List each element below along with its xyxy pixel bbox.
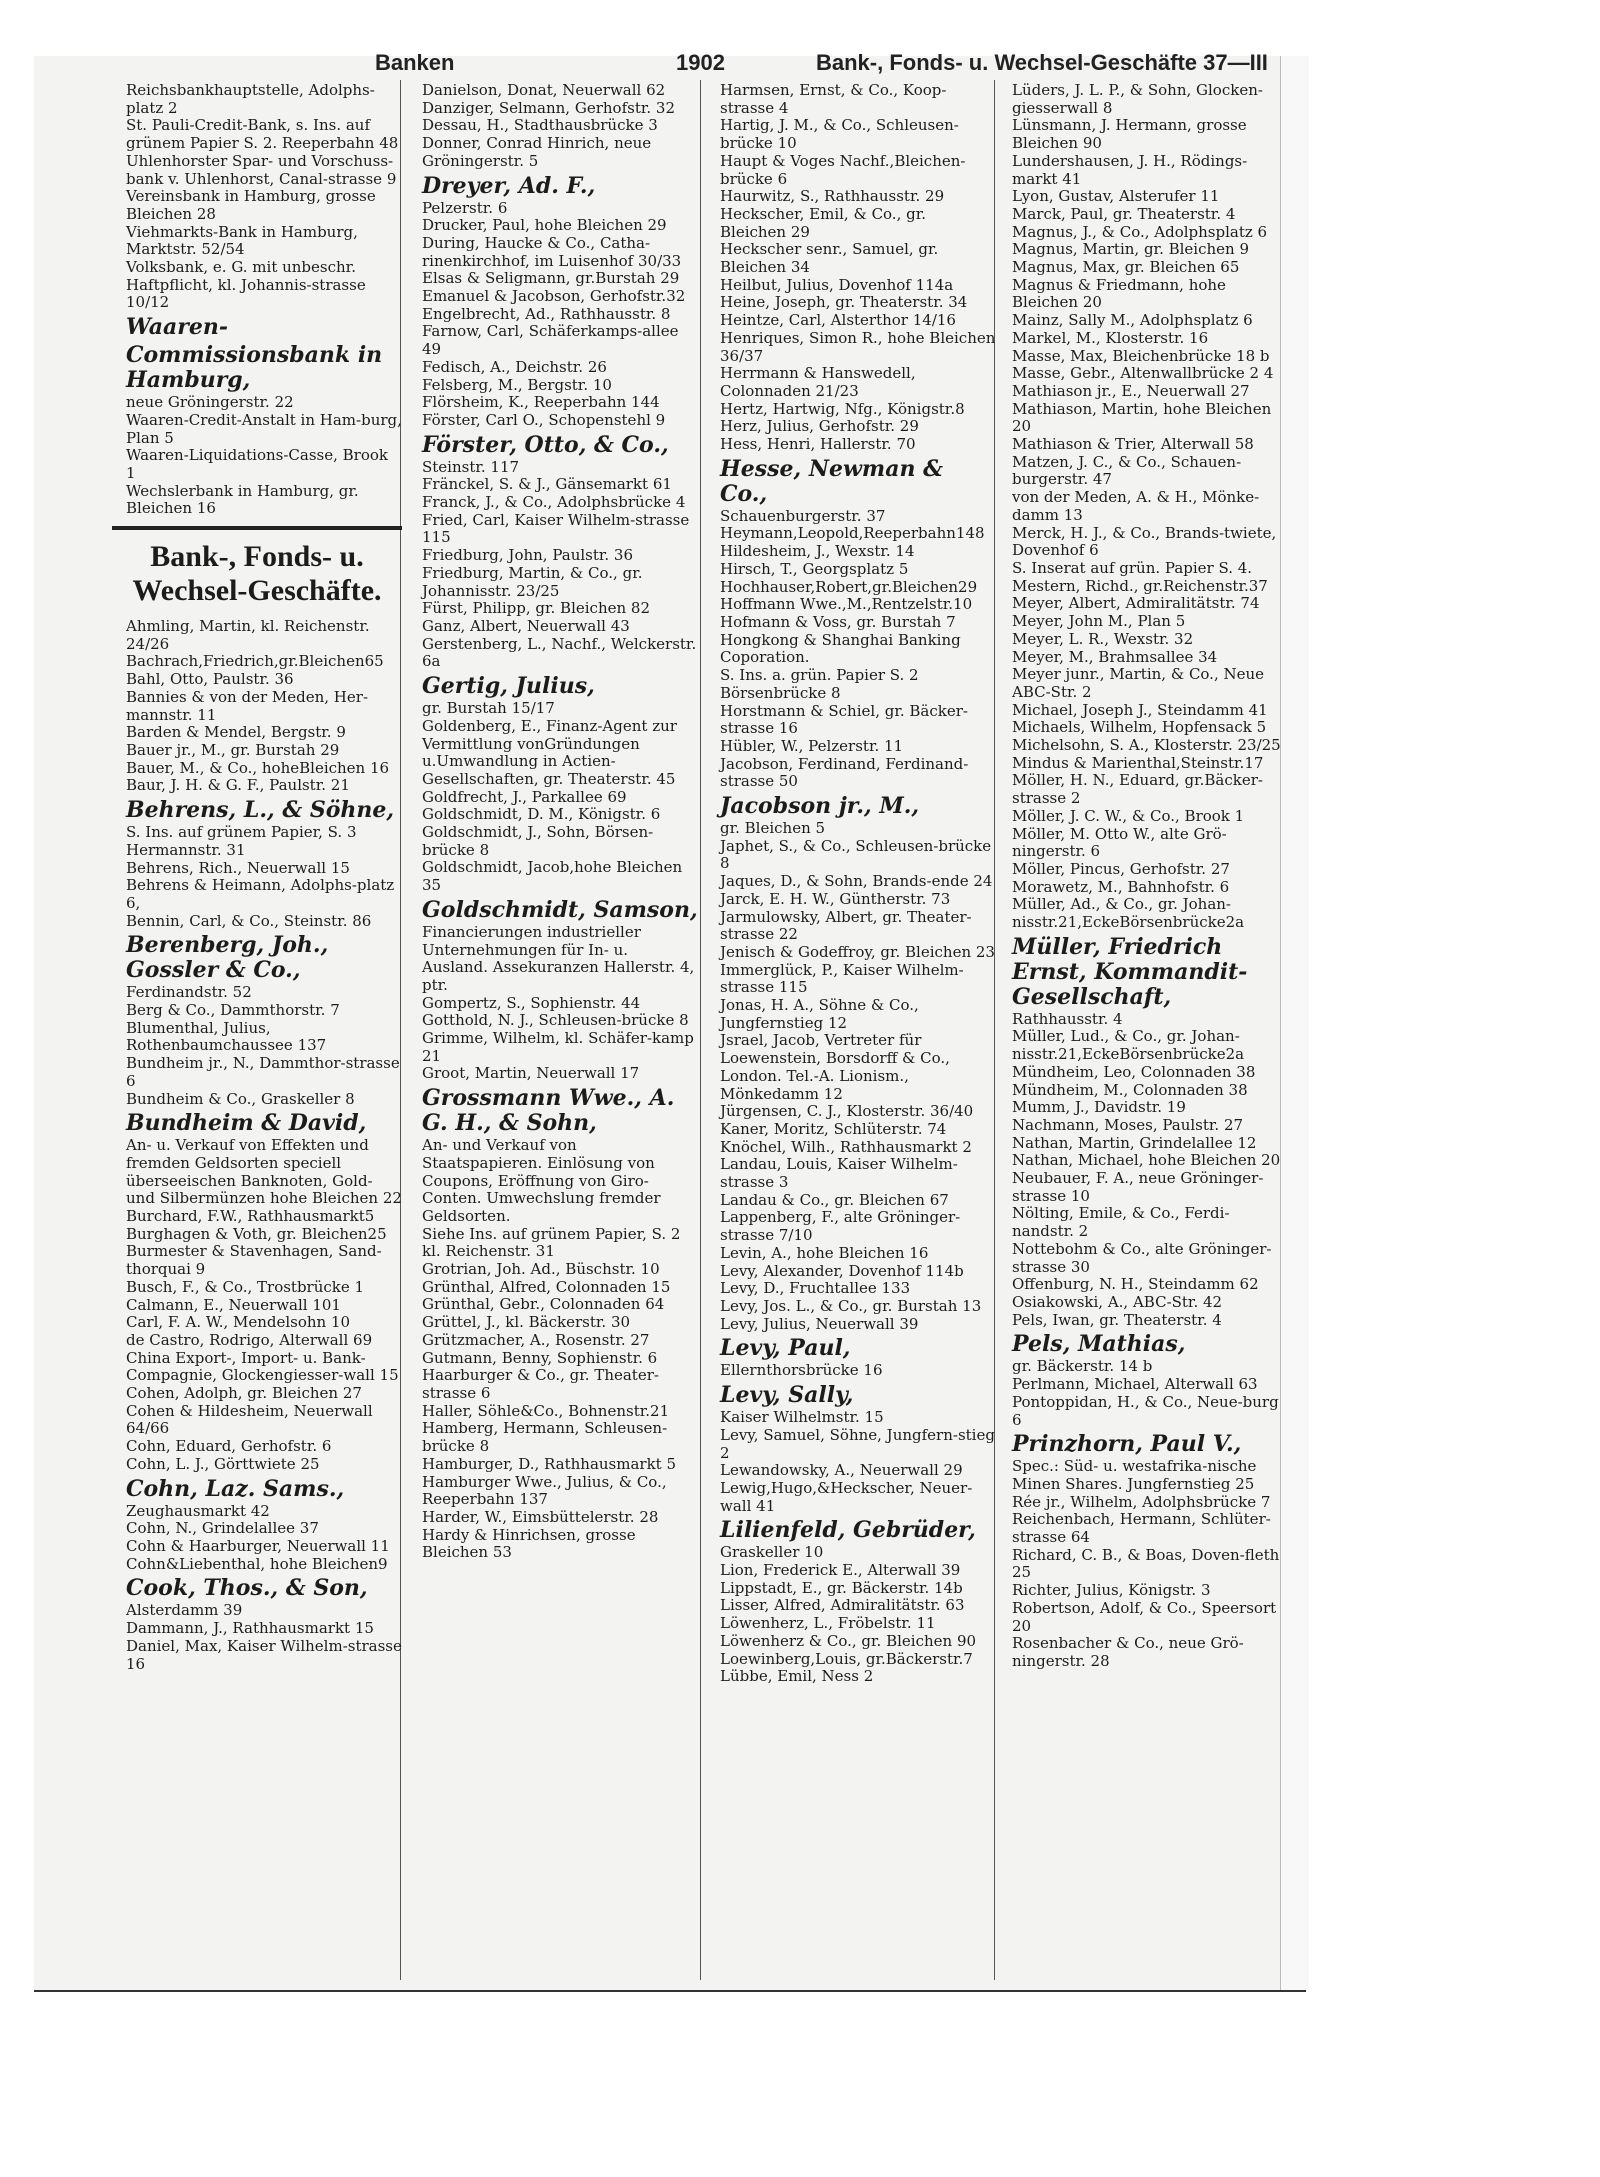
directory-entry: Hardy & Hinrichsen, grosse Bleichen 53: [422, 1525, 636, 1562]
directory-entry: Lundershausen, J. H., Rödings-markt 41: [1012, 151, 1248, 188]
directory-entry: Emanuel & Jacobson, Gerhofstr.32: [422, 287, 686, 306]
directory-entry: Hofmann & Voss, gr. Burstah 7: [720, 612, 956, 631]
directory-entry: Bauer, M., & Co., hoheBleichen 16: [126, 758, 390, 777]
directory-entry: Kaner, Moritz, Schlüterstr. 74: [720, 1119, 947, 1138]
directory-entry: Hochhauser,Robert,gr.Bleichen29: [720, 577, 978, 596]
directory-entry: Jonas, H. A., Söhne & Co., Jungfernstieg 12: [720, 996, 919, 1032]
directory-entry-highlighted: Levy, Paul,: [720, 1335, 851, 1362]
directory-entry-highlighted: Dreyer, Ad. F.,: [422, 172, 596, 199]
directory-entry: Löwenherz & Co., gr. Bleichen 90: [720, 1631, 977, 1650]
directory-entry: Nottebohm & Co., alte Gröninger-strasse 30: [1012, 1239, 1272, 1276]
directory-entry: Lyon, Gustav, Alsterufer 11: [1012, 187, 1220, 206]
directory-entry: Förster, Carl O., Schopenstehl 9: [422, 410, 666, 429]
directory-entry: Jacobson, Ferdinand, Ferdinand-strasse 50: [720, 754, 969, 791]
directory-entry: Levin, A., hohe Bleichen 16: [720, 1243, 929, 1262]
directory-entry: Jsrael, Jacob, Vertreter für Loewenstein, Borsdorff & Co., London. Tel.-A. Lionism., Mönkedamm 12: [720, 1031, 950, 1103]
directory-entry: Mestern, Richd., gr.Reichenstr.37: [1012, 576, 1268, 595]
directory-entry: Morawetz, M., Bahnhofstr. 6: [1012, 877, 1230, 896]
directory-entry-highlighted: Levy, Sally,: [720, 1382, 854, 1409]
directory-entry: Pelzerstr. 6: [422, 198, 508, 217]
directory-entry: Blumenthal, Julius, Rothenbaumchaussee 137: [126, 1018, 327, 1055]
directory-entry: Ganz, Albert, Neuerwall 43: [422, 616, 630, 635]
directory-entry-highlighted: Pels, Mathias,: [1012, 1331, 1186, 1358]
directory-entry: Meyer, L. R., Wexstr. 32: [1012, 629, 1194, 648]
directory-entry: Dammann, J., Rathhausmarkt 15: [126, 1619, 374, 1638]
directory-entry: Rathhausstr. 4: [1012, 1009, 1123, 1028]
directory-entry: Jarck, E. H. W., Güntherstr. 73: [720, 889, 951, 908]
directory-entry: Schauenburgerstr. 37: [720, 506, 886, 525]
directory-entry: Pontoppidan, H., & Co., Neue-burg 6: [1012, 1392, 1279, 1429]
directory-entry: Cohen, Adolph, gr. Bleichen 27: [126, 1384, 362, 1403]
directory-entry: Levy, Samuel, Söhne, Jungfern-stieg 2: [720, 1425, 995, 1462]
directory-entry-highlighted: Müller, Friedrich Ernst, Kommandit-Gesellschaft,: [1012, 933, 1248, 1010]
directory-entry: Hamburger Wwe., Julius, & Co., Reeperbahn 137: [422, 1472, 667, 1509]
directory-entry: Bundheim & Co., Graskeller 8: [126, 1089, 355, 1108]
directory-entry: Offenburg, N. H., Steindamm 62: [1012, 1275, 1259, 1294]
directory-entry: Magnus & Friedmann, hohe Bleichen 20: [1012, 275, 1226, 312]
directory-entry: Donner, Conrad Hinrich, neue Gröningerstr. 5: [422, 134, 652, 170]
directory-entry: Gompertz, S., Sophienstr. 44: [422, 993, 641, 1012]
column-3: [706, 82, 996, 1686]
directory-entry: Lübbe, Emil, Ness 2: [720, 1667, 874, 1686]
directory-entry: Goldfrecht, J., Parkallee 69: [422, 787, 627, 806]
directory-entry: S. Ins. auf grünem Papier, S. 3 Hermannstr. 31: [126, 823, 357, 859]
directory-entry: Levy, Alexander, Dovenhof 114b: [720, 1261, 964, 1280]
directory-entry: Volksbank, e. G. mit unbeschr. Haftpflicht, kl. Johannis-strasse 10/12: [126, 258, 366, 312]
directory-entry: Daniel, Max, Kaiser Wilhelm-strasse 16: [126, 1636, 402, 1673]
directory-entry: gr. Bäckerstr. 14 b: [1012, 1357, 1153, 1376]
directory-entry: Danziger, Selmann, Gerhofstr. 32: [422, 98, 675, 117]
directory-entry: Zeughausmarkt 42: [126, 1501, 270, 1520]
directory-entry: gr. Bleichen 5: [720, 819, 826, 838]
directory-entry: Mumm, J., Davidstr. 19: [1012, 1098, 1186, 1117]
directory-entry: Masse, Max, Bleichenbrücke 18 b: [1012, 346, 1270, 365]
directory-entry: Lünsmann, J. Hermann, grosse Bleichen 90: [1012, 116, 1247, 153]
directory-entry: Masse, Gebr., Altenwallbrücke 2 4: [1012, 364, 1274, 383]
directory-entry: Hartig, J. M., & Co., Schleusen-brücke 10: [720, 116, 959, 153]
directory-entry: Ferdinandstr. 52: [126, 983, 252, 1002]
directory-entry: Levy, Jos. L., & Co., gr. Burstah 13: [720, 1297, 982, 1315]
directory-entry: Steinstr. 117: [422, 457, 520, 476]
directory-entry: Baur, J. H. & G. F., Paulstr. 21: [126, 776, 350, 795]
directory-entry: Möller, J. C. W., & Co., Brook 1: [1012, 806, 1245, 825]
directory-entry: An- u. Verkauf von Effekten und fremden Geldsorten speciell überseeischen Banknoten, Gold- und Silbermünzen hohe Bleichen 22: [126, 1136, 402, 1208]
directory-entry: Möller, Pincus, Gerhofstr. 27: [1012, 859, 1230, 878]
directory-entry: Fried, Carl, Kaiser Wilhelm-strasse 115: [422, 510, 690, 547]
directory-entry: Mathiason & Trier, Alterwall 58: [1012, 435, 1254, 454]
directory-entry: Meyer, M., Brahmsallee 34: [1012, 647, 1218, 666]
directory-entry: Lippstadt, E., gr. Bäckerstr. 14b: [720, 1578, 963, 1597]
directory-entry: Danielson, Donat, Neuerwall 62: [422, 81, 666, 99]
directory-entry: Grüttel, J., kl. Bäckerstr. 30: [422, 1313, 631, 1332]
directory-entry: Mündheim, M., Colonnaden 38: [1012, 1080, 1248, 1099]
directory-entry: Jenisch & Godeffroy, gr. Bleichen 23: [720, 942, 995, 961]
directory-entry: Uhlenhorster Spar- und Vorschuss-bank v. Uhlenhorst, Canal-strasse 9: [126, 151, 397, 188]
directory-entry-highlighted: Commissionsbank in Hamburg,: [126, 342, 383, 394]
directory-entry: Michaels, Wilhelm, Hopfensack 5: [1012, 718, 1267, 737]
directory-entry: Harmsen, Ernst, & Co., Koop-strasse 4: [720, 81, 947, 117]
directory-entry: Felsberg, M., Bergstr. 10: [422, 375, 612, 394]
directory-entry: Meyer, John M., Plan 5: [1012, 612, 1186, 631]
directory-entry: Reichenbach, Hermann, Schlüter-strasse 64: [1012, 1510, 1271, 1547]
directory-entry: Mainz, Sally M., Adolphsplatz 6: [1012, 311, 1253, 330]
directory-entry: Haupt & Voges Nachf.,Bleichen-brücke 6: [720, 151, 966, 188]
directory-entry: Bachrach,Friedrich,gr.Bleichen65: [126, 652, 384, 671]
directory-entry: Osiakowski, A., ABC-Str. 42: [1012, 1293, 1223, 1311]
directory-entry: Lion, Frederick E., Alterwall 39: [720, 1561, 961, 1580]
directory-entry: Gutmann, Benny, Sophienstr. 6: [422, 1348, 658, 1367]
directory-entry-highlighted: Grossmann Wwe., A. G. H., & Sohn,: [422, 1085, 675, 1137]
directory-entry: neue Gröningerstr. 22: [126, 393, 294, 412]
directory-entry: Carl, F. A. W., Mendelsohn 10: [126, 1313, 351, 1332]
directory-entry: Meyer, Albert, Admiralitätstr. 74: [1012, 594, 1260, 613]
directory-entry: Graskeller 10: [720, 1543, 824, 1562]
directory-entry: Hamburger, D., Rathhausmarkt 5: [422, 1454, 677, 1473]
directory-entry: Knöchel, Wilh., Rathhausmarkt 2: [720, 1137, 972, 1156]
directory-entry: Behrens, Rich., Neuerwall 15: [126, 858, 350, 877]
directory-entry: Hertz, Hartwig, Nfg., Königstr.8: [720, 399, 965, 418]
header-left: Banken: [375, 50, 455, 75]
column-rule: [700, 80, 701, 1980]
directory-entry: Neubauer, F. A., neue Gröninger-strasse 10: [1012, 1169, 1264, 1205]
directory-entry: Richter, Julius, Königstr. 3: [1012, 1581, 1211, 1600]
directory-entry: Hildesheim, J., Wexstr. 14: [720, 542, 915, 561]
directory-entry: Müller, Ad., & Co., gr. Johan-nisstr.21,EckeBörsenbrücke2a: [1012, 895, 1245, 932]
directory-entry: Heine, Joseph, gr. Theaterstr. 34: [720, 293, 968, 312]
directory-entry: Bahl, Otto, Paulstr. 36: [126, 670, 294, 689]
directory-entry: Lüders, J. L. P., & Sohn, Glocken-giesserwall 8: [1012, 81, 1263, 117]
column-1: [112, 82, 402, 1673]
directory-entry: Landau, Louis, Kaiser Wilhelm-strasse 3: [720, 1155, 958, 1192]
directory-entry: S. Inserat auf grün. Papier S. 4.: [1012, 558, 1253, 577]
directory-entry: Harder, W., Eimsbüttelerstr. 28: [422, 1507, 659, 1526]
directory-entry: Alsterdamm 39: [126, 1601, 243, 1620]
directory-entry: Reichsbankhauptstelle, Adolphs-platz 2: [126, 81, 375, 117]
directory-entry: Bannies & von der Meden, Her-mannstr. 11: [126, 687, 369, 724]
running-header: [0, 50, 1600, 78]
directory-entry: Japhet, S., & Co., Schleusen-brücke 8: [720, 836, 992, 873]
directory-entry: An- und Verkauf von Staatspapieren. Einlösung von Coupons, Eröffnung von Giro-Conten. Umwechslung fremder Geldsorten.: [422, 1136, 661, 1225]
directory-entry: Burghagen & Voth, gr. Bleichen25: [126, 1224, 387, 1243]
directory-entry: Michelsohn, S. A., Klosterstr. 23/25: [1012, 736, 1281, 755]
directory-entry: Magnus, Martin, gr. Bleichen 9: [1012, 240, 1250, 259]
directory-entry: Elsas & Seligmann, gr.Burstah 29: [422, 269, 680, 288]
directory-entry: Cohn & Haarburger, Neuerwall 11: [126, 1537, 390, 1555]
directory-entry: Nachmann, Moses, Paulstr. 27: [1012, 1115, 1244, 1134]
directory-entry: Hirsch, T., Georgsplatz 5: [720, 559, 909, 578]
directory-entry: Landau & Co., gr. Bleichen 67: [720, 1190, 949, 1209]
header-right: Bank-, Fonds- u. Wechsel-Geschäfte 37—III: [816, 50, 1268, 75]
directory-entry: Pels, Iwan, gr. Theaterstr. 4: [1012, 1310, 1222, 1329]
directory-entry: Behrens & Heimann, Adolphs-platz 6,: [126, 876, 395, 912]
directory-entry: Ellernthorsbrücke 16: [720, 1361, 883, 1380]
directory-entry: Loewinberg,Louis, gr.Bäckerstr.7: [720, 1649, 973, 1668]
directory-entry: Friedburg, John, Paulstr. 36: [422, 546, 634, 565]
directory-entry: gr. Burstah 15/17: [422, 699, 555, 718]
directory-entry: Haurwitz, S., Rathhausstr. 29: [720, 187, 945, 206]
directory-entry-highlighted: Förster, Otto, & Co.,: [422, 431, 669, 458]
directory-entry-highlighted: Cook, Thos., & Son,: [126, 1575, 368, 1602]
directory-entry: Heilbut, Julius, Dovenhof 114a: [720, 275, 954, 294]
directory-entry: Jaques, D., & Sohn, Brands-ende 24: [720, 872, 993, 891]
directory-entry: Busch, F., & Co., Trostbrücke 1: [126, 1277, 365, 1296]
directory-entry: Financierungen industrieller Unternehmungen für In- u. Ausland. Assekuranzen Hallerstr. 4, ptr.: [422, 922, 695, 994]
directory-entry: Müller, Lud., & Co., gr. Johan-nisstr.21,EckeBörsenbrücke2a: [1012, 1027, 1245, 1064]
directory-entry: Immerglück, P., Kaiser Wilhelm-strasse 115: [720, 960, 964, 997]
directory-entry: Jürgensen, C. J., Klosterstr. 36/40: [720, 1102, 974, 1121]
directory-entry: Matzen, J. C., & Co., Schauen-burgerstr. 47: [1012, 452, 1242, 489]
directory-entry: Vereinsbank in Hamburg, grosse Bleichen 28: [126, 187, 376, 223]
directory-entry-highlighted: Behrens, L., & Söhne,: [126, 797, 395, 824]
directory-entry: Burmester & Stavenhagen, Sand-thorquai 9: [126, 1242, 382, 1279]
directory-entry: Goldschmidt, Jacob,hohe Bleichen 35: [422, 858, 683, 895]
directory-entry: Herz, Julius, Gerhofstr. 29: [720, 417, 919, 436]
directory-entry: Nölting, Emile, & Co., Ferdi-nandstr. 2: [1012, 1204, 1230, 1241]
directory-entry: Gerstenberg, L., Nachf., Welckerstr. 6a: [422, 634, 697, 671]
directory-entry-highlighted: Goldschmidt, Samson,: [422, 896, 698, 923]
directory-entry: S. Ins. a. grün. Papier S. 2 Börsenbrücke 8: [720, 666, 919, 702]
directory-entry: Ahmling, Martin, kl. Reichenstr. 24/26: [126, 617, 370, 653]
directory-entry: Heckscher, Emil, & Co., gr. Bleichen 29: [720, 204, 927, 241]
directory-entry: Möller, H. N., Eduard, gr.Bäcker-strasse 2: [1012, 771, 1263, 808]
section-divider: [112, 526, 402, 530]
directory-entry: Nathan, Michael, hohe Bleichen 20: [1012, 1151, 1281, 1170]
directory-entry: Grünthal, Alfred, Colonnaden 15: [422, 1277, 671, 1296]
directory-entry: Richard, C. B., & Boas, Doven-fleth 25: [1012, 1545, 1280, 1582]
section-heading: Bank-, Fonds- u. Wechsel-Geschäfte.: [132, 540, 382, 608]
directory-entry: Cohn, Eduard, Gerhofstr. 6: [126, 1437, 332, 1456]
directory-entry: Bauer jr., M., gr. Burstah 29: [126, 740, 340, 759]
directory-entry-highlighted: Gertig, Julius,: [422, 673, 595, 700]
directory-entry: Möller, M. Otto W., alte Grö-ningerstr. 6: [1012, 824, 1227, 861]
directory-entry: Grimme, Wilhelm, kl. Schäfer-kamp 21: [422, 1029, 694, 1065]
directory-entry-highlighted: Jacobson jr., M.,: [720, 793, 920, 820]
directory-entry: Hübler, W., Pelzerstr. 11: [720, 736, 904, 755]
directory-entry: Henriques, Simon R., hohe Bleichen 36/37: [720, 328, 996, 365]
directory-entry: Haller, Söhle&Co., Bohnenstr.21: [422, 1401, 670, 1420]
directory-entry: Marck, Paul, gr. Theaterstr. 4: [1012, 204, 1236, 223]
directory-entry: Goldschmidt, J., Sohn, Börsen-brücke 8: [422, 823, 654, 859]
directory-entry: Mathiason, Martin, hohe Bleichen 20: [1012, 399, 1272, 436]
directory-entry: Grotrian, Joh. Ad., Büschstr. 10: [422, 1260, 660, 1279]
directory-entry: Löwenherz, L., Fröbelstr. 11: [720, 1614, 936, 1633]
directory-entry: Magnus, J., & Co., Adolphsplatz 6: [1012, 222, 1268, 241]
directory-entry: Bennin, Carl, & Co., Steinstr. 86: [126, 911, 372, 930]
directory-entry-highlighted: Berenberg, Joh., Gossler & Co.,: [126, 932, 329, 984]
directory-entry: Gotthold, N. J., Schleusen-brücke 8: [422, 1011, 689, 1030]
directory-entry: Waaren-Credit-Anstalt in Ham-burg, Plan 5: [126, 410, 402, 447]
directory-entry: Viehmarkts-Bank in Hamburg, Marktstr. 52/54: [126, 222, 358, 259]
directory-entry-highlighted: Waaren-: [126, 314, 229, 341]
directory-entry: Waaren-Liquidations-Casse, Brook 1: [126, 446, 388, 482]
directory-entry: Lewig,Hugo,&Heckscher, Neuer-wall 41: [720, 1478, 973, 1515]
directory-entry: Mündheim, Leo, Colonnaden 38: [1012, 1062, 1256, 1081]
directory-entry-highlighted: Hesse, Newman & Co.,: [720, 455, 943, 507]
directory-entry: Barden & Mendel, Bergstr. 9: [126, 723, 346, 742]
directory-entry: Magnus, Max, gr. Bleichen 65: [1012, 258, 1240, 277]
directory-entry: Siehe Ins. auf grünem Papier, S. 2 kl. Reichenstr. 31: [422, 1224, 681, 1261]
directory-entry: Haarburger & Co., gr. Theater-strasse 6: [422, 1366, 659, 1402]
directory-entry: Grünthal, Gebr., Colonnaden 64: [422, 1295, 665, 1314]
directory-entry: Mindus & Marienthal,Steinstr.17: [1012, 753, 1264, 772]
directory-entry: Merck, H. J., & Co., Brands-twiete, Dovenhof 6: [1012, 523, 1277, 560]
directory-entry: Levy, D., Fruchtallee 133: [720, 1279, 911, 1298]
directory-entry: Heintze, Carl, Alsterthor 14/16: [720, 311, 956, 330]
directory-entry: During, Haucke & Co., Catha-rinenkirchhof, im Luisenhof 30/33: [422, 233, 682, 270]
directory-entry: Goldschmidt, D. M., Königstr. 6: [422, 805, 661, 824]
directory-entry: Cohn&Liebenthal, hohe Bleichen9: [126, 1554, 388, 1573]
directory-entry: Nathan, Martin, Grindelallee 12: [1012, 1133, 1257, 1152]
directory-entry: von der Meden, A. & H., Mönke-damm 13: [1012, 488, 1260, 524]
header-year: 1902: [676, 50, 725, 75]
directory-entry: Horstmann & Schiel, gr. Bäcker-strasse 16: [720, 701, 968, 738]
directory-entry: Fränckel, S. & J., Gänsemarkt 61: [422, 475, 672, 494]
directory-entry: de Castro, Rodrigo, Alterwall 69: [126, 1330, 373, 1349]
directory-entry: Friedburg, Martin, & Co., gr. Johannisstr. 23/25: [422, 563, 643, 600]
directory-entry: Spec.: Süd- u. westafrika-nische Minen Shares. Jungfernstieg 25: [1012, 1457, 1257, 1493]
directory-entry: Levy, Julius, Neuerwall 39: [720, 1314, 919, 1333]
directory-entry: Goldenberg, E., Finanz-Agent zur Vermittlung vonGründungen u.Umwandlung in Actien-Gesellschaften, gr. Theaterstr. 45: [422, 716, 677, 788]
directory-entry: Grützmacher, A., Rosenstr. 27: [422, 1330, 650, 1349]
directory-entry: Kaiser Wilhelmstr. 15: [720, 1408, 884, 1427]
directory-entry-highlighted: Bundheim & David,: [126, 1110, 367, 1137]
directory-entry: Farnow, Carl, Schäferkamps-allee 49: [422, 322, 679, 359]
directory-entry: Fürst, Philipp, gr. Bleichen 82: [422, 599, 650, 618]
directory-entry: Hess, Henri, Hallerstr. 70: [720, 435, 916, 454]
directory-entry: Bundheim jr., N., Dammthor-strasse 6: [126, 1054, 400, 1090]
directory-entry: Lisser, Alfred, Admiralitätstr. 63: [720, 1596, 965, 1615]
directory-entry: St. Pauli-Credit-Bank, s. Ins. auf grünem Papier S. 2. Reeperbahn 48: [126, 116, 399, 153]
directory-entry: Hongkong & Shanghai Banking Coporation.: [720, 630, 961, 667]
directory-entry: Mathiason jr., E., Neuerwall 27: [1012, 381, 1250, 400]
directory-entry: Wechslerbank in Hamburg, gr. Bleichen 16: [126, 481, 359, 518]
directory-entry: Markel, M., Klosterstr. 16: [1012, 328, 1209, 347]
directory-entry: China Export-, Import- u. Bank-Compagnie, Glockengiesser-wall 15: [126, 1348, 399, 1385]
directory-entry: Herrmann & Hanswedell, Colonnaden 21/23: [720, 364, 916, 400]
directory-entry: Michael, Joseph J., Steindamm 41: [1012, 700, 1268, 719]
directory-entry: Drucker, Paul, hohe Bleichen 29: [422, 216, 667, 235]
directory-entry: Lappenberg, F., alte Gröninger-strasse 7/10: [720, 1208, 961, 1245]
directory-entry: Franck, J., & Co., Adolphsbrücke 4: [422, 493, 686, 512]
directory-entry: Heckscher senr., Samuel, gr. Bleichen 34: [720, 240, 939, 277]
directory-entry: Meyer junr., Martin, & Co., Neue ABC-Str. 2: [1012, 665, 1265, 701]
column-2: [408, 82, 698, 1562]
directory-entry-highlighted: Prinzhorn, Paul V.,: [1012, 1431, 1242, 1458]
directory-entry-highlighted: Lilienfeld, Gebrüder,: [720, 1517, 976, 1544]
directory-entry: Berg & Co., Dammthorstr. 7: [126, 1001, 340, 1020]
directory-entry: Cohn, N., Grindelallee 37: [126, 1519, 319, 1538]
directory-entry: Robertson, Adolf, & Co., Speersort 20: [1012, 1598, 1277, 1635]
directory-entry: Heymann,Leopold,Reeperbahn148: [720, 524, 985, 543]
directory-entry: Rosenbacher & Co., neue Grö-ningerstr. 28: [1012, 1634, 1244, 1670]
directory-entry: Calmann, E., Neuerwall 101: [126, 1295, 341, 1314]
directory-entry: Engelbrecht, Ad., Rathhausstr. 8: [422, 304, 671, 323]
directory-entry-highlighted: Cohn, Laz. Sams.,: [126, 1475, 345, 1502]
directory-entry: Fedisch, A., Deichstr. 26: [422, 357, 607, 376]
directory-entry: Flörsheim, K., Reeperbahn 144: [422, 393, 660, 412]
directory-entry: Cohen & Hildesheim, Neuerwall 64/66: [126, 1401, 373, 1438]
directory-entry: Burchard, F.W., Rathhausmarkt5: [126, 1207, 375, 1226]
column-4: [998, 82, 1288, 1671]
directory-entry: Rée jr., Wilhelm, Adolphsbrücke 7: [1012, 1492, 1271, 1511]
directory-entry: Lewandowsky, A., Neuerwall 29: [720, 1461, 963, 1480]
directory-entry: Hoffmann Wwe.,M.,Rentzelstr.10: [720, 595, 973, 614]
directory-entry: Groot, Martin, Neuerwall 17: [422, 1064, 640, 1083]
directory-entry: Dessau, H., Stadthausbrücke 3: [422, 116, 658, 135]
directory-entry: Cohn, L. J., Görttwiete 25: [126, 1454, 320, 1473]
directory-entry: Hamberg, Hermann, Schleusen-brücke 8: [422, 1419, 668, 1456]
directory-entry: Perlmann, Michael, Alterwall 63: [1012, 1375, 1258, 1394]
directory-entry: Jarmulowsky, Albert, gr. Theater-strasse 22: [720, 907, 972, 944]
